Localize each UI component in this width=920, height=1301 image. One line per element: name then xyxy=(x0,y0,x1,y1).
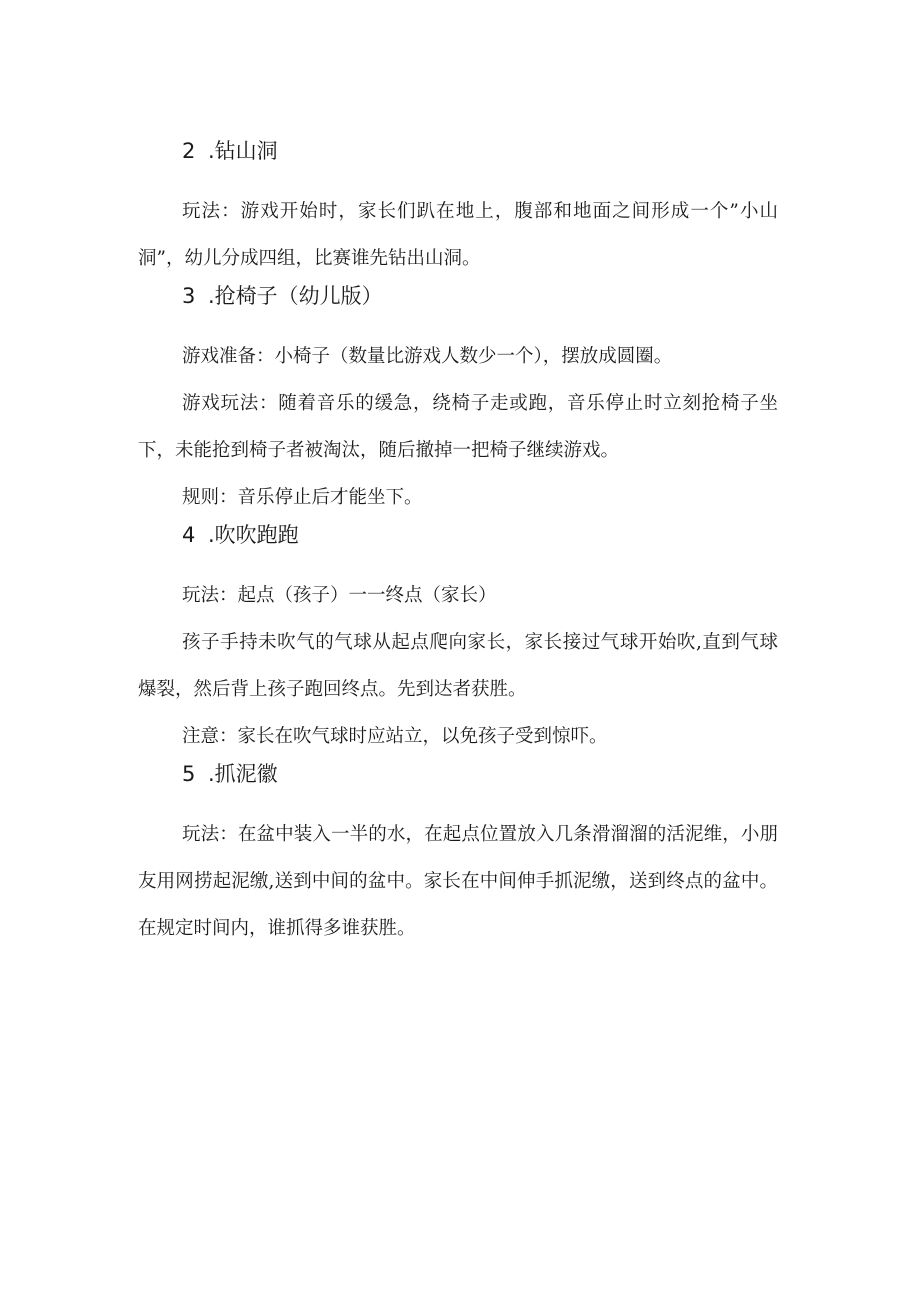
paragraph: 玩法：在盆中装入一半的水，在起点位置放入几条滑溜溜的活泥维，小朋友用网捞起泥缴,送到中间的盆中。家长在中间伸手抓泥缴，送到终点的盆中。在规定时间内，谁抓得多谁获胜。 xyxy=(138,824,778,939)
section-title: .抢椅子（幼儿版） xyxy=(208,284,383,308)
document-body xyxy=(138,137,778,952)
section-heading-4 xyxy=(138,521,778,549)
section-title: .抓泥徽 xyxy=(208,762,278,786)
paragraph: 孩子手持未吹气的气球从起点爬向家长，家长接过气球开始吹,直到气球爆裂，然后背上孩子跑回终点。先到达者获胜。 xyxy=(138,632,778,700)
section-number: 2 xyxy=(182,139,196,163)
section-title: .钻山洞 xyxy=(208,139,278,163)
paragraph: 玩法：游戏开始时，家长们趴在地上，腹部和地面之间形成一个”小山洞”，幼儿分成四组，比赛谁先钻出山洞。 xyxy=(138,201,778,269)
section-heading-5 xyxy=(138,760,778,788)
paragraph: 游戏准备：小椅子（数量比游戏人数少一个），摆放成圆圈。 xyxy=(182,346,673,367)
section-heading-3 xyxy=(138,282,778,310)
paragraph: 游戏玩法：随着音乐的缓急，绕椅子走或跑，音乐停止时立刻抢椅子坐下，未能抢到椅子者被淘汰，随后撤掉一把椅子继续游戏。 xyxy=(138,393,778,461)
section-title: .吹吹跑跑 xyxy=(208,523,299,547)
section-number: 4 xyxy=(182,523,196,547)
section-heading-2 xyxy=(138,137,778,165)
section-number: 5 xyxy=(182,762,196,786)
paragraph: 玩法：起点（孩子）一一终点（家长） xyxy=(182,585,497,606)
paragraph: 规则：音乐停止后才能坐下。 xyxy=(182,487,423,508)
section-number: 3 xyxy=(182,284,196,308)
paragraph: 注意：家长在吹气球时应站立，以免孩子受到惊吓。 xyxy=(182,726,608,747)
